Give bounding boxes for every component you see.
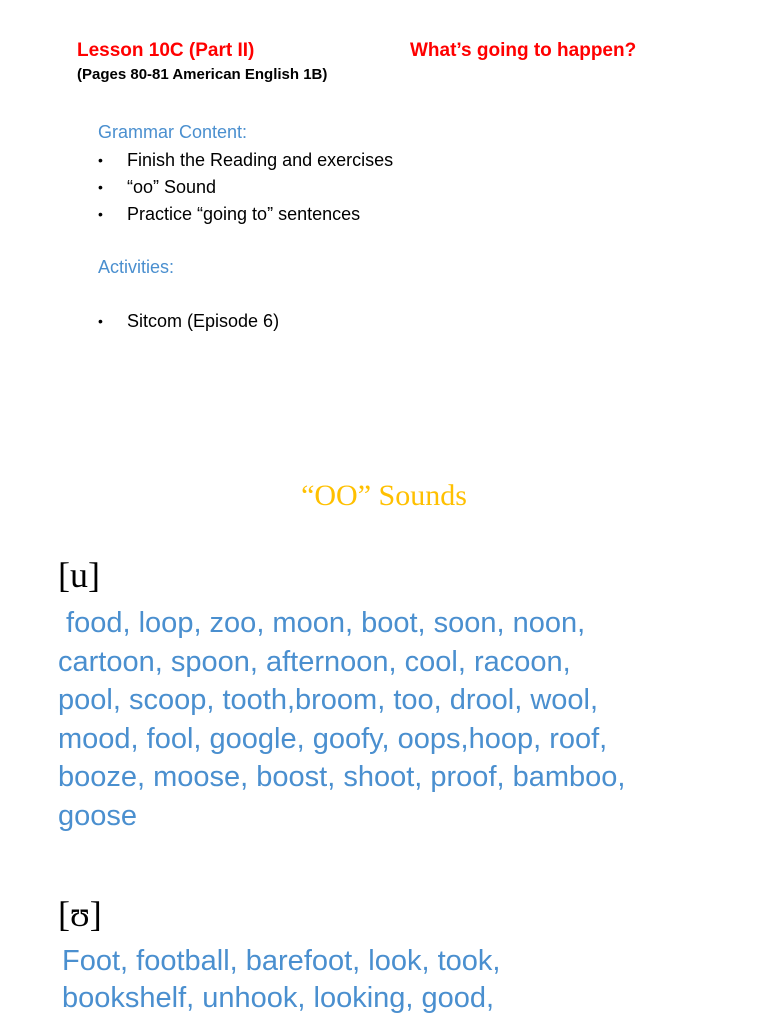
word-line: food, loop, zoo, moon, boot, soon, noon, [58,607,586,639]
bullet-icon: • [98,152,103,168]
activities-label: Activities: [98,257,175,277]
short-u-word-list [62,943,762,1016]
lesson-title: Lesson 10C (Part II) [77,40,255,61]
list-item: • “oo” Sound [98,174,393,201]
word-line: cartoon, spoon, afternoon, cool, racoon, [58,645,571,678]
bullet-icon: • [98,206,103,222]
bullet-icon: • [98,313,103,329]
list-item: • Practice “going to” sentences [98,201,393,228]
short-u-symbol: [ʊ] [58,894,102,934]
pages-reference: (Pages 80-81 American English 1B) [77,66,328,83]
long-u-word-list [58,604,758,835]
list-item: • Sitcom (Episode 6) [98,308,279,335]
grammar-list [98,147,393,228]
word-line: goose [58,799,138,832]
bullet-icon: • [98,179,103,195]
lesson-heading: What’s going to happen? [410,40,637,61]
oo-sounds-title: “OO” Sounds [301,479,467,512]
word-line: mood, fool, google, goofy, oops,hoop, roof, [58,722,608,755]
word-line: booze, moose, boost, shoot, proof, bamboo, [58,761,626,793]
activities-list [98,308,279,335]
grammar-label: Grammar Content: [98,122,248,142]
list-item: • Finish the Reading and exercises [98,147,393,174]
long-u-symbol: [u] [58,555,100,595]
word-line: pool, scoop, tooth,broom, too, drool, wool, [58,684,599,716]
word-line: bookshelf, unhook, looking, good, [62,981,495,1014]
word-line: Foot, football, barefoot, look, took, [62,945,501,977]
